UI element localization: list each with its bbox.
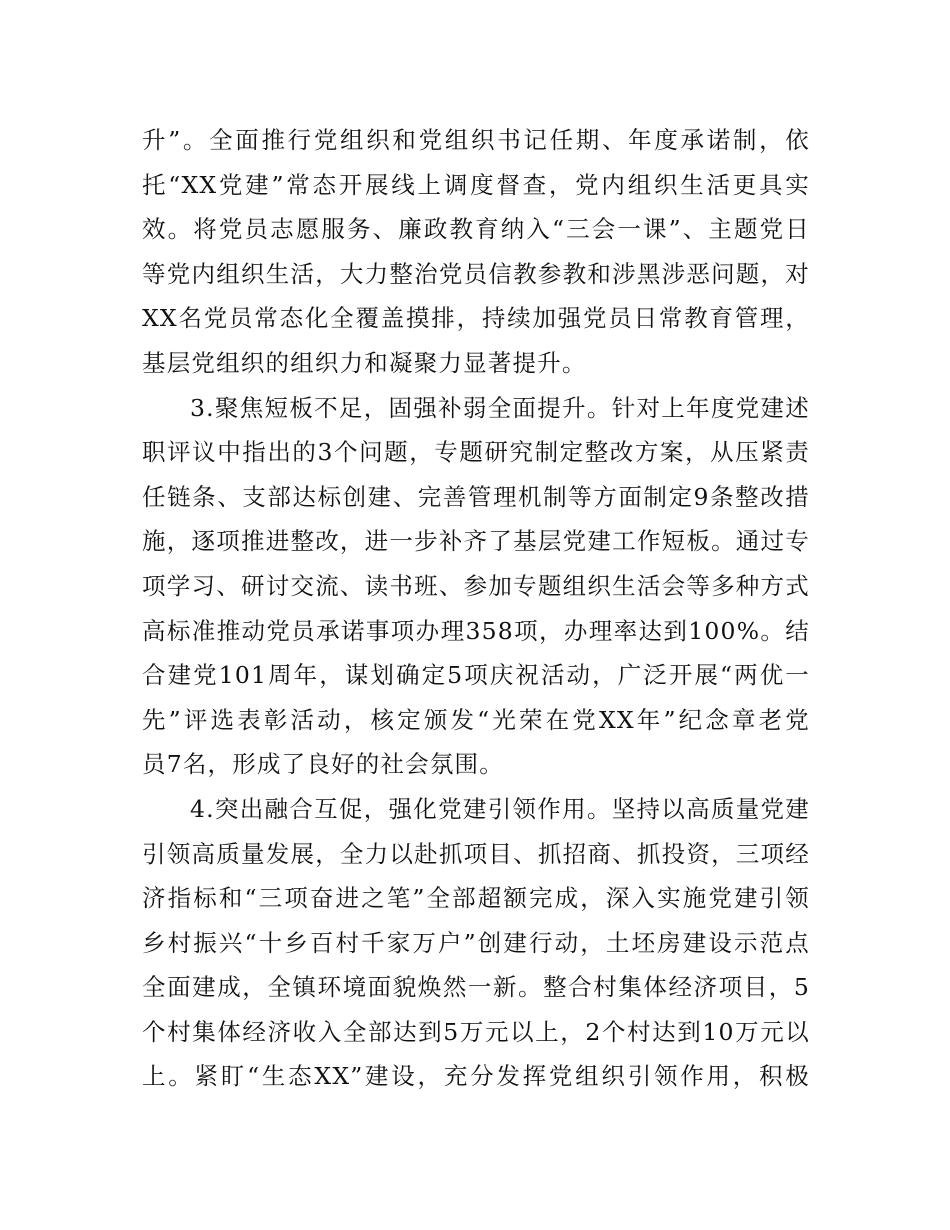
text-line: 项学习、研讨交流、读书班、参加专题组织生活会等多种方式 — [142, 571, 810, 600]
text-line: 基层党组织的组织力和凝聚力显著提升。 — [142, 348, 587, 377]
text-line: 任链条、支部达标创建、完善管理机制等方面制定9条整改措 — [142, 482, 810, 511]
text-line: 个村集体经济收入全部达到5万元以上，2个村达到10万元以 — [142, 1017, 810, 1046]
text-line: 引领高质量发展，全力以赴抓项目、抓招商、抓投资，三项经 — [142, 839, 810, 868]
text-line: 升”。全面推行党组织和党组织书记任期、年度承诺制，依 — [142, 126, 810, 154]
text-line: 上。紧盯“生态XX”建设，充分发挥党组织引领作用，积极 — [142, 1062, 810, 1091]
text-line: 合建党101周年，谋划确定5项庆祝活动，广泛开展“两优一 — [142, 661, 810, 690]
text-line: 职评议中指出的3个问题，专题研究制定整改方案，从压紧责 — [142, 438, 810, 467]
text-line: 托“XX党建”常态开展线上调度督查，党内组织生活更具实 — [142, 170, 810, 199]
text-line: 施，逐项推进整改，进一步补齐了基层党建工作短板。通过专 — [142, 527, 810, 556]
paragraph-2 — [142, 386, 810, 787]
text-line: 4.突出融合互促，强化党建引领作用。坚持以高质量党建 — [190, 794, 810, 823]
text-line: 3.聚焦短板不足，固强补弱全面提升。针对上年度党建述 — [190, 393, 810, 422]
text-line: 高标准推动党员承诺事项办理358项，办理率达到100%。结 — [142, 616, 810, 645]
text-line: 效。将党员志愿服务、廉政教育纳入“三会一课”、主题党日 — [142, 215, 810, 244]
paragraph-3 — [142, 787, 810, 1099]
text-line: 先”评选表彰活动，核定颁发“光荣在党XX年”纪念章老党 — [142, 705, 810, 734]
text-line: 员7名，形成了良好的社会氛围。 — [142, 750, 504, 779]
text-line: 等党内组织生活，大力整治党员信教参教和涉黑涉恶问题，对 — [142, 259, 810, 288]
text-line: 全面建成，全镇环境面貌焕然一新。整合村集体经济项目，5 — [142, 973, 810, 1002]
paragraph-1 — [142, 118, 810, 386]
document-body — [142, 118, 810, 1099]
text-line: XX名党员常态化全覆盖摸排，持续加强党员日常教育管理， — [142, 304, 810, 333]
text-line: 乡村振兴“十乡百村千家万户”创建行动，土坯房建设示范点 — [142, 928, 810, 957]
text-line: 济指标和“三项奋进之笔”全部超额完成，深入实施党建引领 — [142, 884, 810, 913]
